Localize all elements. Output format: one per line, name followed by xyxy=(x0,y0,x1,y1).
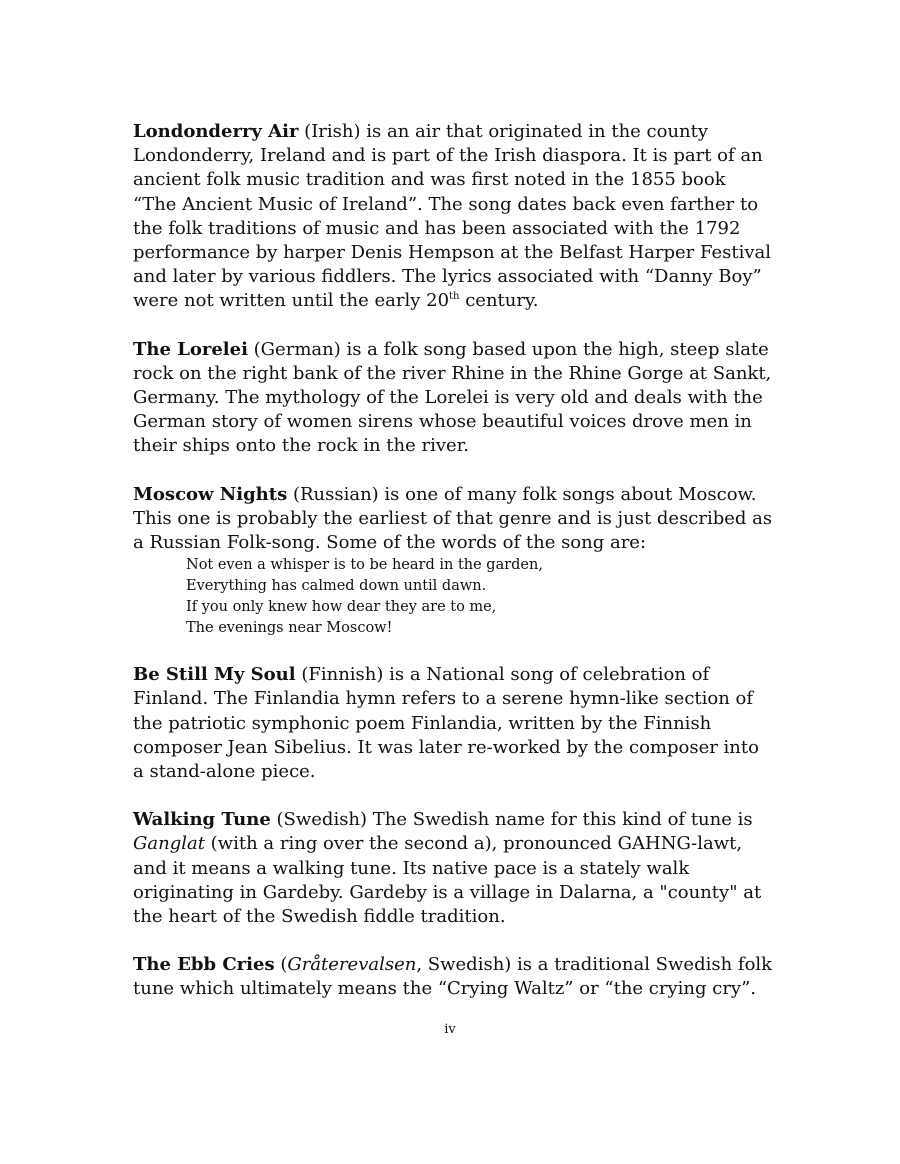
entry-londonderry-air xyxy=(133,120,773,314)
entry-text: (Swedish) The Swedish name for this kind of tune is xyxy=(270,809,753,831)
entry-the-lorelei xyxy=(133,338,773,459)
italic-term: Ganglat xyxy=(133,833,205,855)
lyric-line: Everything has calmed down until dawn. xyxy=(186,578,487,595)
lyric-line: The evenings near Moscow! xyxy=(186,620,393,637)
entry-title: The Lorelei xyxy=(133,338,248,360)
entry-moscow-nights xyxy=(133,483,773,556)
entry-walking-tune xyxy=(133,808,773,929)
entry-text: (Finnish) is a National song of celebration of Finland. The Finlandia hymn refers to a serene hymn-like section of the patriotic symphonic poem Finlandia, written by the Finnish composer Jean Sibelius. It was later re-worked by the composer into a stand-alone piece. xyxy=(133,664,759,783)
entry-text: (Russian) is one of many folk songs about Moscow. This one is probably the earliest of that genre and is just described as a Russian Folk-song. Some of the words of the song are: xyxy=(133,483,773,554)
song-lyrics xyxy=(186,555,773,639)
entry-text-end: (with a ring over the second a), pronounced GAHNG-lawt, and it means a walking tune. Its native pace is a stately walk originating in Gardeby. Gardeby is a village in Dalarna, a "county" at the heart of the Swedish fiddle tradition. xyxy=(133,833,762,928)
entry-be-still-my-soul xyxy=(133,663,773,784)
entry-title: Be Still My Soul xyxy=(133,664,296,686)
entry-text: (German) is a folk song based upon the high, steep slate rock on the right bank of the river Rhine in the Rhine Gorge at Sankt, Germany. The mythology of the Lorelei is very old and deals with the German story of women sirens whose beautiful voices drove men in their ships onto the rock in the river. xyxy=(133,338,772,457)
lyric-line: Not even a whisper is to be heard in the garden, xyxy=(186,557,543,574)
entry-title: Moscow Nights xyxy=(133,483,288,505)
entry-text: ( xyxy=(274,954,288,976)
lyric-line: If you only knew how dear they are to me, xyxy=(186,599,497,616)
entry-text-end: century. xyxy=(459,290,539,312)
entry-the-ebb-cries xyxy=(133,953,773,1001)
page-number: iv xyxy=(444,1022,456,1037)
ordinal-suffix: th xyxy=(449,291,460,303)
entry-text: (Irish) is an air that originated in the county Londonderry, Ireland and is part of the Irish diaspora. It is part of an ancient folk music tradition and was first noted in the 1855 book “The Ancient Music of Ireland”. The song dates back even farther to the folk traditions of music and has been associated with the 1792 performance by harper Denis Hempson at the Belfast Harper Festival and later by various fiddlers. The lyrics associated with “Danny Boy” were not written until the early 20 xyxy=(133,121,771,312)
page-content xyxy=(133,120,773,1002)
entry-title: The Ebb Cries xyxy=(133,954,275,976)
italic-term: Gråterevalsen xyxy=(287,954,417,976)
entry-title: Londonderry Air xyxy=(133,121,299,142)
entry-text-end: , Swedish) is a traditional Swedish folk tune which ultimately means the “Crying Waltz” or “the crying cry”. xyxy=(133,954,773,1000)
entry-title: Walking Tune xyxy=(133,809,271,831)
